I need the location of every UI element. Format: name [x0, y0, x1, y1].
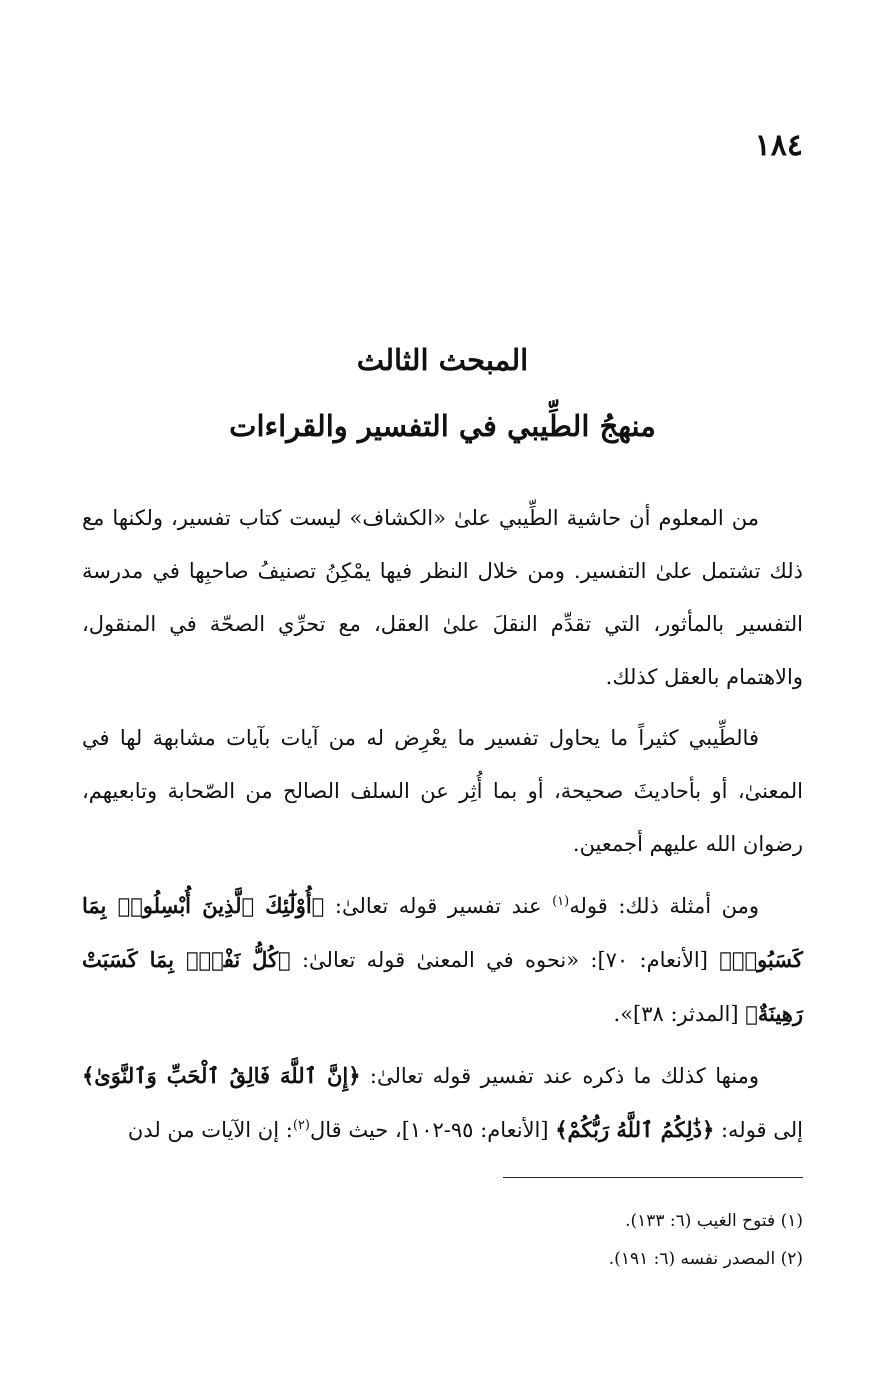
- p3-text-4: [المدثر: ٣٨]».: [613, 1002, 746, 1026]
- footnote-divider: [503, 1177, 803, 1178]
- section-title: منهجُ الطِّيبي في التفسير والقراءات: [229, 409, 656, 443]
- quran-verse-3: ﴿إِنَّ ٱللَّهَ فَالِقُ ٱلْحَبِّ وَٱلنَّوَىٰ﴾: [82, 1063, 361, 1088]
- p3-text-2: عند تفسير قوله تعالىٰ:: [324, 894, 553, 918]
- footnote-ref-1: (١): [552, 894, 570, 909]
- body-text: [82, 492, 803, 1165]
- footnote-ref-2: (٢): [292, 1118, 310, 1133]
- p4-text-3: [الأنعام: ٩٥-١٠٢]، حيث قال: [309, 1118, 556, 1142]
- p3-text-3: [الأنعام: ٧٠]: «نحوه في المعنىٰ قوله تعالىٰ:: [290, 948, 720, 972]
- footnote-1: (١) فتوح الغيب (٦: ١٣٣).: [625, 1211, 803, 1231]
- p4-text-1: ومنها كذلك ما ذكره عند تفسير قوله تعالىٰ:: [360, 1064, 759, 1088]
- footnotes: [82, 1202, 803, 1278]
- p4-text-2: إلى قوله:: [714, 1118, 803, 1142]
- paragraph-1: من المعلوم أن حاشية الطِّيبي علىٰ «الكشاف» ليست كتاب تفسير، ولكنها مع ذلك تشتمل علىٰ التفسير. ومن خلال النظر فيها يمْكِنُ تصنيفُ صاحبِها في مدرسة التفسير بالمأثور، التي تقدِّم النقلَ علىٰ العقل، مع تحرِّي الصحّة في المنقول، والاهتمام بالعقل كذلك.: [82, 506, 803, 689]
- paragraph-2: فالطِّيبي كثيراً ما يحاول تفسير ما يعْرِض له من آيات بآيات مشابهة لها في المعنىٰ، أو بأحاديثَ صحيحة، أو بما أُثِر عن السلف الصالح من الصّحابة وتابعيهم، رضوان الله عليهم أجمعين.: [82, 726, 803, 856]
- p4-text-4: : إن الآيات من لدن: [127, 1118, 293, 1142]
- footnote-2: (٢) المصدر نفسه (٦: ١٩١).: [608, 1249, 803, 1269]
- paragraph-3: [82, 879, 803, 1041]
- section-heading: المبحث الثالث: [356, 343, 529, 377]
- quran-verse-2: ﴿كُلُّ نَفْسٍۭ بِمَا كَسَبَتْ رَهِينَةٌ﴾: [82, 947, 803, 1026]
- paragraph-4: [82, 1049, 803, 1157]
- quran-verse-4: ﴿ذَٰلِكُمُ ٱللَّهُ رَبُّكُمْ﴾: [555, 1117, 715, 1142]
- p3-text-1: ومن أمثلة ذلك: قوله: [569, 894, 759, 918]
- page-number: ١٨٤: [754, 128, 803, 163]
- quran-verse-1: ﴿أُوْلَٰٓئِكَ ٱلَّذِينَ أُبْسِلُوا۟ بِمَا كَسَبُوا۟﴾: [82, 893, 803, 972]
